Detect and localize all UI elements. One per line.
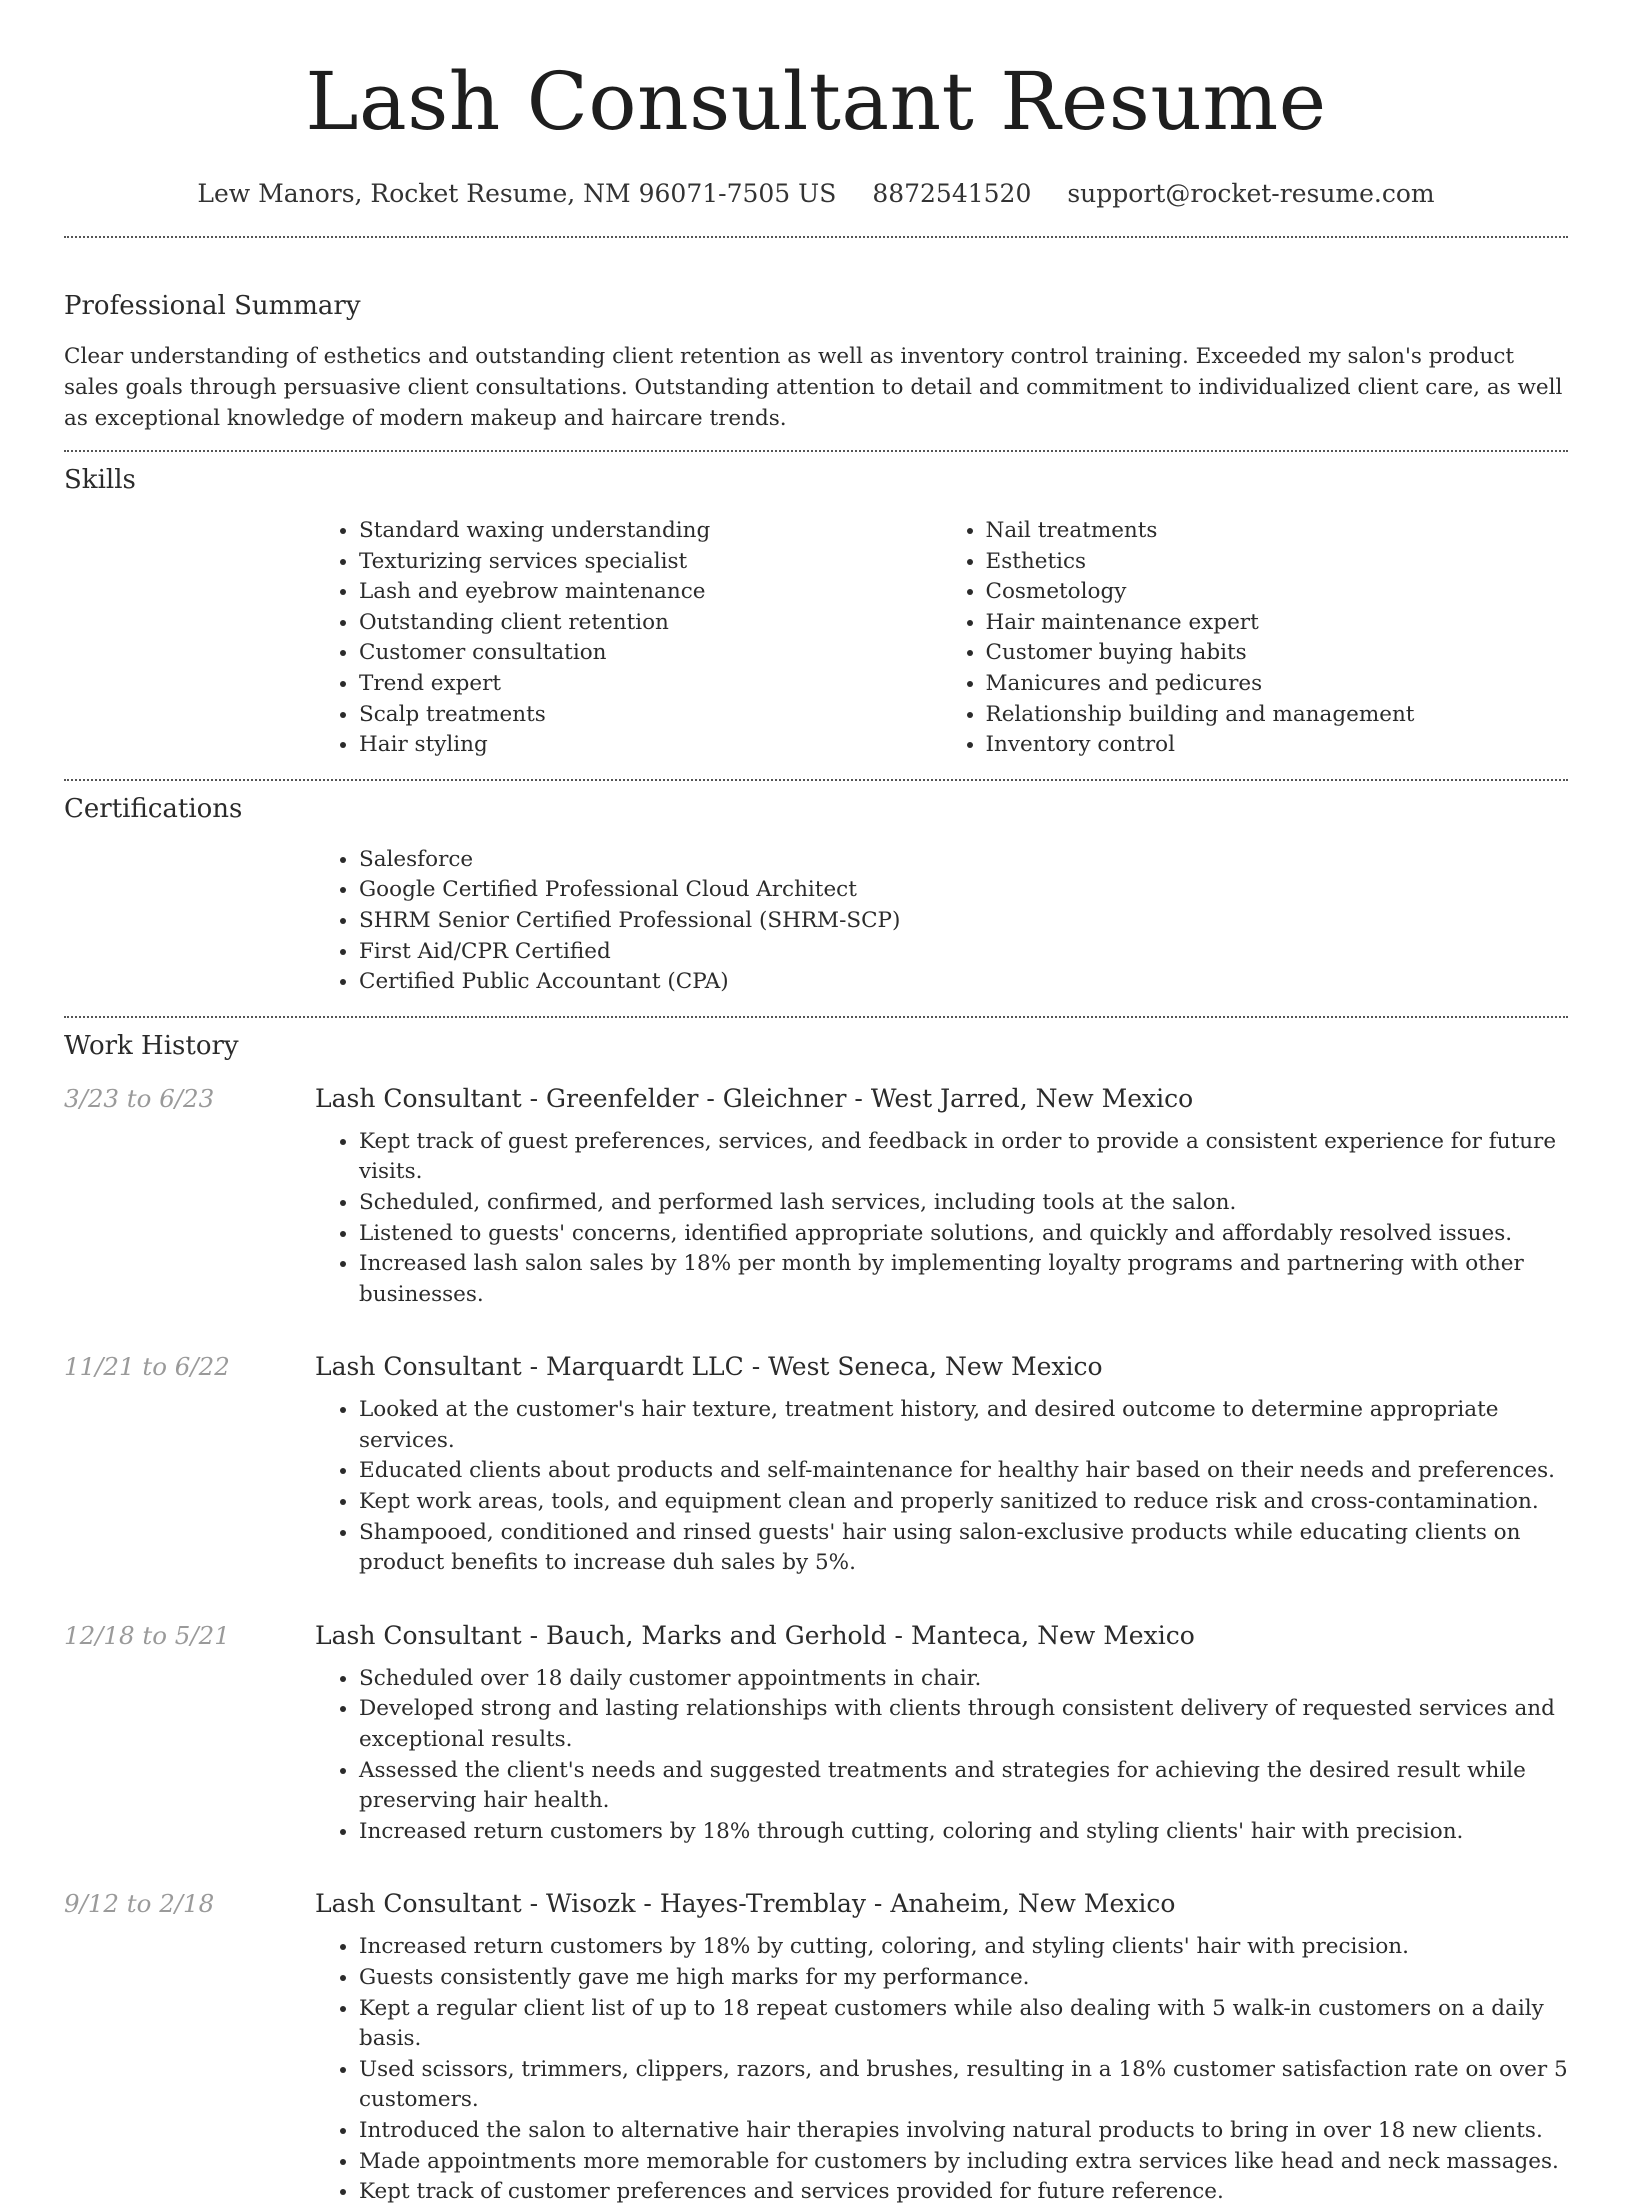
job-bullet: • Kept work areas, tools, and equipment clean and properly sanitized to reduce risk and cross-contamination. (359, 1487, 1568, 1518)
summary-section (64, 238, 1568, 450)
job-bullet: • Increased return customers by 18% through cutting, coloring and styling clients' hair with precision. (359, 1817, 1568, 1848)
job-title: Lash Consultant - Bauch, Marks and Gerhold - Manteca, New Mexico (315, 1620, 1195, 1650)
job-title: Lash Consultant - Marquardt LLC - West Seneca, New Mexico (315, 1352, 1103, 1382)
skill-item: • Standard waxing understanding (359, 516, 942, 547)
certification-item: • SHRM Senior Certified Professional (SHRM-SCP) (359, 906, 1568, 937)
job-bullet: • Assessed the client's needs and suggested treatments and strategies for achieving the desired result while preserving hair health. (359, 1756, 1568, 1817)
job-title: Lash Consultant - Greenfelder - Gleichner - West Jarred, New Mexico (315, 1083, 1194, 1113)
job-entry (64, 1084, 1568, 1311)
job-bullets (315, 1664, 1568, 1848)
job-dates: 9/12 to 2/18 (64, 1889, 215, 1919)
skill-item: • Esthetics (986, 547, 1569, 578)
job-bullet: • Scheduled over 18 daily customer appointments in chair. (359, 1664, 1568, 1695)
summary-text: Clear understanding of esthetics and outstanding client retention as well as inventory control training. Exceeded my salon's product sales goals through persuasive client consultations. Outstanding attention to detail and commitment to individualized client care, as well as exceptional knowledge of modern makeup and haircare trends. (64, 344, 1563, 431)
job-entries (64, 1084, 1568, 2208)
resume-title: Lash Consultant Resume (305, 55, 1327, 148)
skill-item: • Nail treatments (986, 516, 1569, 547)
job-entry (64, 1889, 1568, 2207)
skills-list-right (942, 516, 1569, 761)
job-dates: 11/21 to 6/22 (64, 1352, 230, 1382)
skill-item: • Manicures and pedicures (986, 669, 1569, 700)
skill-item: • Scalp treatments (359, 700, 942, 731)
job-bullet: • Scheduled, confirmed, and performed lash services, including tools at the salon. (359, 1188, 1568, 1219)
job-bullet: • Looked at the customer's hair texture, treatment history, and desired outcome to determine appropriate services. (359, 1395, 1568, 1456)
skills-list-left (315, 516, 942, 761)
job-bullet: • Guests consistently gave me high marks for my performance. (359, 1963, 1568, 1994)
skill-item: • Hair maintenance expert (986, 608, 1569, 639)
job-header (64, 1084, 1568, 1113)
job-entry (64, 1352, 1568, 1579)
skill-item: • Customer consultation (359, 638, 942, 669)
certifications-list (315, 845, 1568, 998)
skill-item: • Relationship building and management (986, 700, 1569, 731)
job-bullet: • Developed strong and lasting relationships with clients through consistent delivery of requested services and exceptional results. (359, 1694, 1568, 1755)
skill-item: • Trend expert (359, 669, 942, 700)
job-bullet: • Made appointments more memorable for customers by including extra services like head and neck massages. (359, 2147, 1568, 2178)
job-bullets (315, 1395, 1568, 1579)
skill-item: • Hair styling (359, 730, 942, 761)
job-bullet: • Kept a regular client list of up to 18 repeat customers while also dealing with 5 walk-in customers on a daily basis. (359, 1994, 1568, 2055)
job-dates: 12/18 to 5/21 (64, 1620, 230, 1650)
job-bullet: • Kept track of customer preferences and services provided for future reference. (359, 2177, 1568, 2208)
contact-email: support@rocket-resume.com (1067, 179, 1435, 208)
skill-item: • Lash and eyebrow maintenance (359, 577, 942, 608)
skills-columns (315, 516, 1568, 761)
job-title: Lash Consultant - Wisozk - Hayes-Tremblay - Anaheim, New Mexico (315, 1889, 1176, 1919)
job-dates: 3/23 to 6/23 (64, 1083, 215, 1113)
job-bullet: • Educated clients about products and self-maintenance for healthy hair based on their needs and preferences. (359, 1456, 1568, 1487)
job-bullet: • Listened to guests' concerns, identified appropriate solutions, and quickly and affordably resolved issues. (359, 1219, 1568, 1250)
contact-phone: 8872541520 (872, 179, 1032, 208)
certification-item: • Salesforce (359, 845, 1568, 876)
job-bullet: • Kept track of guest preferences, services, and feedback in order to provide a consistent experience for future visits. (359, 1127, 1568, 1188)
skill-item: • Cosmetology (986, 577, 1569, 608)
work-history-heading: Work History (64, 1030, 239, 1061)
certification-item: • First Aid/CPR Certified (359, 937, 1568, 968)
job-bullet: • Used scissors, trimmers, clippers, razors, and brushes, resulting in a 18% customer satisfaction rate on over 5 customers. (359, 2055, 1568, 2116)
job-bullet: • Introduced the salon to alternative hair therapies involving natural products to bring in over 18 new clients. (359, 2116, 1568, 2147)
skills-heading: Skills (64, 465, 136, 495)
certification-item: • Google Certified Professional Cloud Architect (359, 875, 1568, 906)
certification-item: • Certified Public Accountant (CPA) (359, 967, 1568, 998)
job-bullets (315, 1127, 1568, 1311)
job-bullet: • Increased return customers by 18% by cutting, coloring, and styling clients' hair with precision. (359, 1932, 1568, 1963)
job-header (64, 1352, 1568, 1381)
certifications-section (64, 781, 1568, 1016)
job-header (64, 1621, 1568, 1650)
skill-item: • Texturizing services specialist (359, 547, 942, 578)
skill-item: • Inventory control (986, 730, 1569, 761)
summary-heading: Professional Summary (64, 291, 361, 321)
job-entry (64, 1621, 1568, 1848)
contact-line (64, 176, 1568, 212)
job-bullet: • Shampooed, conditioned and rinsed guests' hair using salon-exclusive products while educating clients on product benefits to increase duh sales by 5%. (359, 1518, 1568, 1579)
job-bullets (315, 1932, 1568, 2207)
skill-item: • Outstanding client retention (359, 608, 942, 639)
work-history-section (64, 1018, 1568, 2208)
skills-section (64, 452, 1568, 779)
contact-address: Lew Manors, Rocket Resume, NM 96071-7505 US (197, 179, 837, 208)
skill-item: • Customer buying habits (986, 638, 1569, 669)
job-bullet: • Increased lash salon sales by 18% per month by implementing loyalty programs and partnering with other businesses. (359, 1249, 1568, 1310)
job-header (64, 1889, 1568, 1918)
certifications-heading: Certifications (64, 793, 243, 824)
